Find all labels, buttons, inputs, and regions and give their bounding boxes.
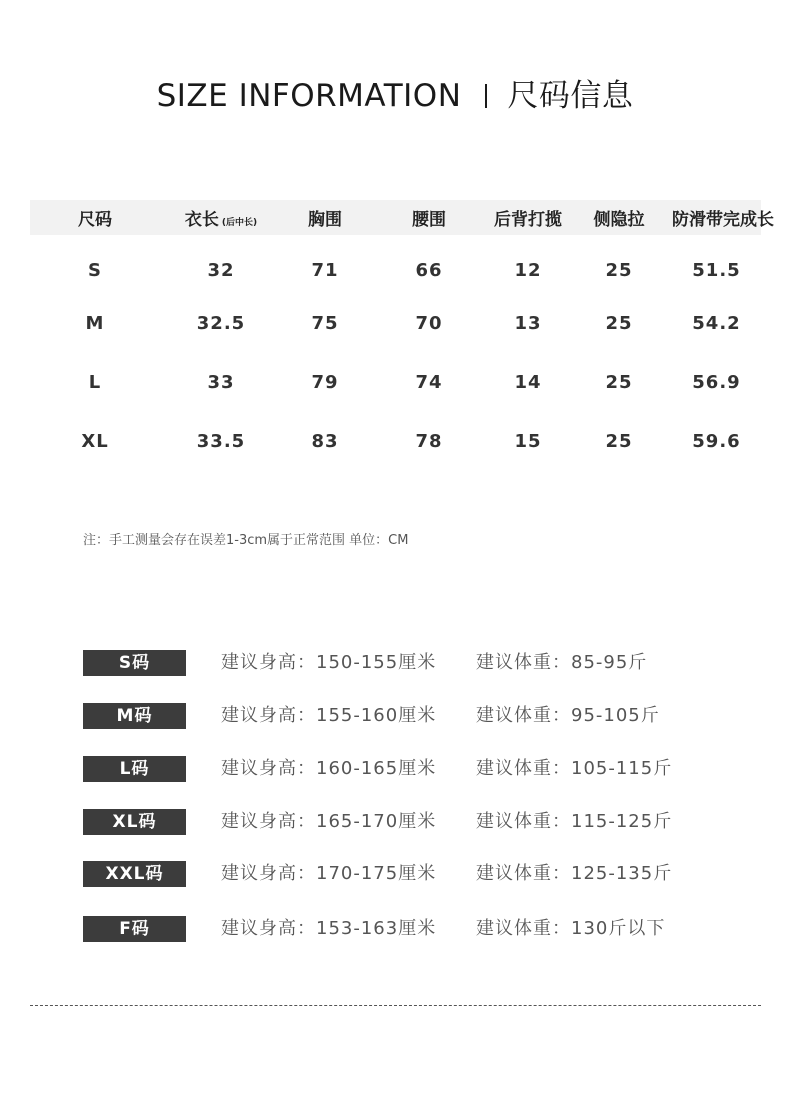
cell-waist: 66 [415, 260, 443, 281]
dashed-divider [30, 1005, 761, 1006]
table-row [30, 353, 761, 412]
size-table [30, 200, 774, 471]
cell-length: 33.5 [196, 431, 246, 452]
cell-size: L [88, 372, 102, 393]
recommendation-row [0, 916, 790, 942]
page-title [0, 70, 790, 115]
recommendation-row [0, 650, 790, 676]
size-badge: S码 [83, 650, 186, 676]
recommended-weight: 建议体重：85-95斤 [476, 652, 648, 673]
size-badge: XL码 [83, 809, 186, 835]
table-row [30, 235, 761, 294]
header-length-note: (后中长) [221, 218, 258, 228]
cell-side-zip: 25 [605, 372, 633, 393]
cell-side-zip: 25 [605, 313, 633, 334]
cell-length: 32 [207, 260, 235, 281]
cell-waist: 78 [415, 431, 443, 452]
size-badge: M码 [83, 703, 186, 729]
header-side-zip: 侧隐拉 [566, 200, 672, 235]
recommended-weight: 建议体重：115-125斤 [476, 811, 673, 832]
cell-back-strap: 15 [514, 431, 542, 452]
cell-back-strap: 14 [514, 372, 542, 393]
title-chinese: 尺码信息 [507, 78, 634, 114]
cell-bust: 75 [311, 313, 339, 334]
cell-bust: 79 [311, 372, 339, 393]
recommended-weight: 建议体重：95-105斤 [476, 705, 660, 726]
table-row [30, 412, 761, 471]
recommended-weight: 建议体重：125-135斤 [476, 863, 673, 884]
header-size: 尺码 [30, 200, 160, 235]
title-english: SIZE INFORMATION [156, 78, 462, 114]
size-badge: L码 [83, 756, 186, 782]
cell-band-length: 54.2 [692, 313, 741, 334]
cell-band-length: 51.5 [692, 260, 741, 281]
cell-back-strap: 12 [514, 260, 542, 281]
table-header-row [30, 200, 761, 235]
cell-size: XL [81, 431, 109, 452]
recommended-height: 建议身高：155-160厘米 [221, 705, 437, 726]
cell-size: M [85, 313, 105, 334]
cell-size: S [88, 260, 102, 281]
header-bust: 胸围 [282, 200, 368, 235]
recommended-height: 建议身高：150-155厘米 [221, 652, 437, 673]
recommended-height: 建议身高：165-170厘米 [221, 811, 437, 832]
recommended-weight: 建议体重：105-115斤 [476, 758, 673, 779]
size-badge: XXL码 [83, 861, 186, 887]
recommended-height: 建议身高：153-163厘米 [221, 918, 437, 939]
recommended-height: 建议身高：160-165厘米 [221, 758, 437, 779]
recommendation-row [0, 809, 790, 835]
cell-band-length: 59.6 [692, 431, 741, 452]
cell-waist: 74 [415, 372, 443, 393]
cell-length: 33 [207, 372, 235, 393]
title-separator [485, 84, 487, 108]
cell-back-strap: 13 [514, 313, 542, 334]
table-row [30, 294, 761, 353]
size-badge: F码 [83, 916, 186, 942]
cell-band-length: 56.9 [692, 372, 741, 393]
recommendation-row [0, 703, 790, 729]
recommendation-row [0, 861, 790, 887]
measurement-note: 注：手工测量会存在误差1-3cm属于正常范围 单位：CM [83, 533, 409, 548]
header-back-strap: 后背打揽 [490, 200, 566, 235]
header-waist: 腰围 [368, 200, 490, 235]
recommendation-row [0, 756, 790, 782]
cell-bust: 71 [311, 260, 339, 281]
cell-waist: 70 [415, 313, 443, 334]
cell-side-zip: 25 [605, 260, 633, 281]
header-length [160, 200, 282, 235]
cell-length: 32.5 [196, 313, 246, 334]
recommended-height: 建议身高：170-175厘米 [221, 863, 437, 884]
cell-bust: 83 [311, 431, 339, 452]
header-band-length: 防滑带完成长 [672, 200, 761, 235]
header-length-label: 衣长 [184, 210, 219, 230]
recommended-weight: 建议体重：130斤以下 [476, 918, 666, 939]
cell-side-zip: 25 [605, 431, 633, 452]
